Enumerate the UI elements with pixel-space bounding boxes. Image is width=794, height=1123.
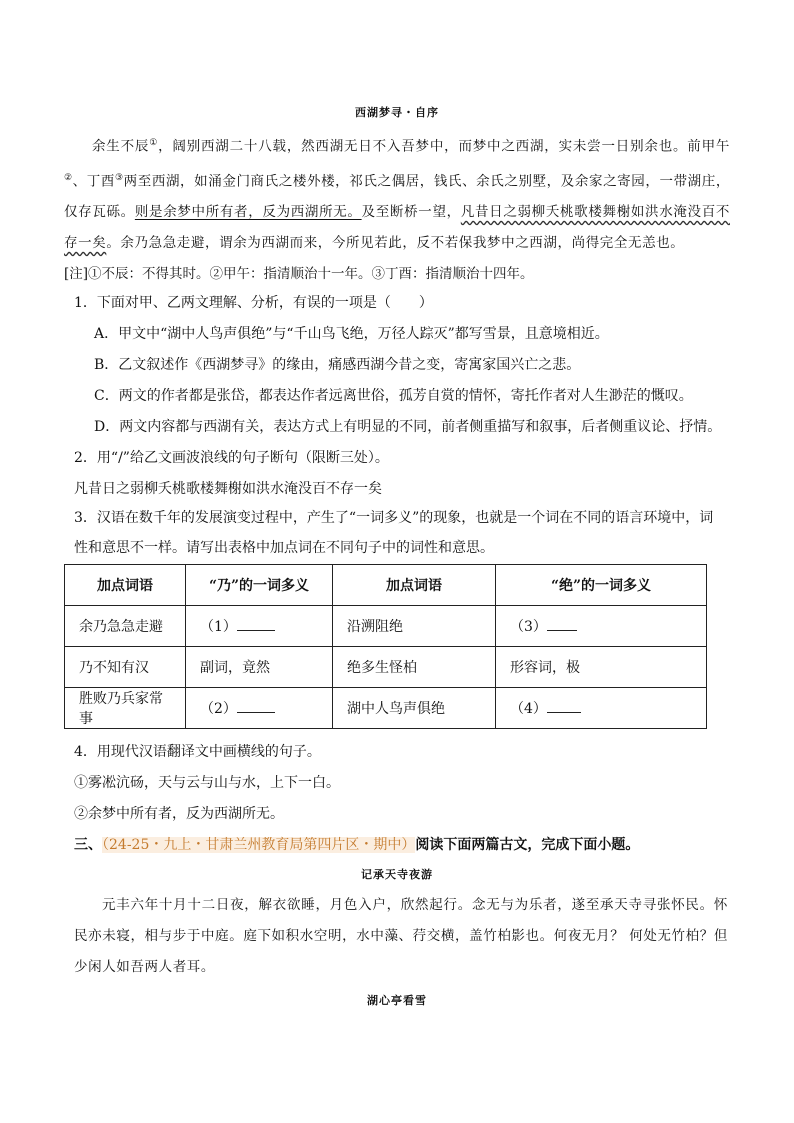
footnote-marker: ③	[114, 172, 124, 183]
section-3-heading	[74, 834, 639, 854]
question-2: 2．用“/”给乙文画波浪线的句子断句（限断三处）。	[74, 450, 389, 466]
passage-b-part: 余生不辰	[92, 138, 150, 155]
section-number: 三、	[74, 837, 102, 853]
answer-blank[interactable]	[237, 618, 275, 631]
polysemy-table	[64, 564, 707, 729]
option-b: B．乙文叙述作《西湖梦寻》的缘由，痛感西湖今昔之变，寄寓家国兴亡之悲。	[94, 357, 581, 373]
passage-b-text	[64, 128, 730, 259]
table-header: 加点词语	[333, 565, 496, 606]
question-4: 4．用现代汉语翻译文中画横线的句子。	[74, 744, 321, 760]
table-row	[65, 606, 707, 647]
question-2-sentence: 凡昔日之弱柳夭桃歌楼舞榭如洪水淹没百不存一矣	[74, 481, 382, 497]
table-row	[65, 647, 707, 688]
table-header: “绝”的一词多义	[496, 565, 707, 606]
table-row	[65, 688, 707, 729]
answer-blank[interactable]	[547, 618, 577, 631]
table-cell: 副词，竟然	[186, 647, 333, 688]
table-header: 加点词语	[65, 565, 186, 606]
table-header-row	[65, 565, 707, 606]
answer-blank[interactable]	[547, 700, 581, 713]
question-4-sentence-1: ①雾凇沆砀，天与云与山与水，上下一白。	[74, 775, 340, 791]
answer-blank-cell[interactable]	[186, 688, 333, 729]
table-cell: 乃不知有汉	[65, 647, 186, 688]
answer-blank-cell[interactable]	[496, 606, 707, 647]
passage-c-title: 记承天寺夜游	[361, 868, 433, 881]
answer-blank-cell[interactable]	[186, 606, 333, 647]
question-3: 3．汉语在数千年的发展演变过程中，产生了“一词多义”的现象，也就是一个词在不同的语言环境中，词性和意思不一样。请写出表格中加点词在不同句子中的词性和意思。	[74, 510, 714, 556]
passage-b-part: ，阔别西湖二十八载，然西湖无日不入吾梦中，而梦中之西湖，实未尝一日别余也。前甲午	[158, 138, 731, 155]
blank-label: （2）	[200, 701, 237, 717]
table-cell: 湖中人鸟声俱绝	[333, 688, 496, 729]
wavy-underlined-sentence: 凡昔日之弱柳夭桃歌楼舞榭如洪水淹没百不存一矣	[64, 204, 730, 251]
passage-b-part: 、丁酉	[72, 173, 115, 189]
question-1: 1．下面对甲、乙两文理解、分析，有误的一项是（ ）	[74, 295, 433, 311]
passage-b-part: 两至西湖，如涌金门商氏之楼外楼，祁氏之偶居，钱氏、余氏之别墅，及余家之寄园，一带湖庄，仅存瓦砾。	[64, 173, 730, 220]
passage-d-title: 湖心亭看雪	[367, 994, 427, 1007]
section-instruction: 阅读下面两篇古文，完成下面小题。	[415, 837, 640, 853]
table-cell: 沿溯阻绝	[333, 606, 496, 647]
passage-b-part: 及至断桥一望，	[361, 204, 461, 220]
table-header: “乃”的一词多义	[186, 565, 333, 606]
table-cell: 胜败乃兵家常事	[65, 688, 186, 729]
option-d: D．两文内容都与西湖有关，表达方式上有明显的不同，前者侧重描写和叙事，后者侧重议论、抒情。	[94, 419, 722, 435]
passage-c-text: 元丰六年十月十二日夜，解衣欲睡，月色入户，欣然起行。念无与为乐者，遂至承天寺寻张怀民。怀民亦未寝，相与步于中庭。庭下如积水空明，水中藻、荇交横，盖竹柏影也。何夜无月？ 何处无竹柏？但少闲人如吾两人者耳。	[74, 897, 728, 975]
table-cell: 形容词，极	[496, 647, 707, 688]
source-tag: （24-25・九上・甘肃兰州教育局第四片区・期中）	[102, 837, 416, 853]
table-cell: 余乃急急走避	[65, 606, 186, 647]
question-4-sentence-2: ②余梦中所有者，反为西湖所无。	[74, 806, 284, 822]
footnote-marker: ①	[149, 138, 159, 148]
answer-blank[interactable]	[237, 700, 275, 713]
option-a: A．甲文中“湖中人鸟声俱绝”与“千山鸟飞绝，万径人踪灭”都写雪景，且意境相近。	[94, 326, 609, 342]
footnotes: [注]①不辰：不得其时。②甲午：指清顺治十一年。③丁酉：指清顺治十四年。	[64, 266, 534, 282]
answer-blank-cell[interactable]	[496, 688, 707, 729]
passage-b-part: 。余乃急急走避，谓余为西湖而来，今所见若此，反不若保我梦中之西湖，尚得完全无恙也。	[106, 235, 685, 251]
table-cell: 绝多生怪柏	[333, 647, 496, 688]
blank-label: （4）	[510, 701, 547, 717]
blank-label: （1）	[200, 619, 237, 635]
passage-b-title: 西湖梦寻・自序	[355, 106, 439, 119]
blank-label: （3）	[510, 619, 547, 635]
footnote-marker: ②	[64, 172, 73, 183]
underlined-sentence: 则是余梦中所有者，反为西湖所无。	[134, 204, 362, 220]
option-c: C．两文的作者都是张岱，都表达作者远离世俗，孤芳自赏的情怀，寄托作者对人生渺茫的慨叹。	[94, 388, 693, 404]
